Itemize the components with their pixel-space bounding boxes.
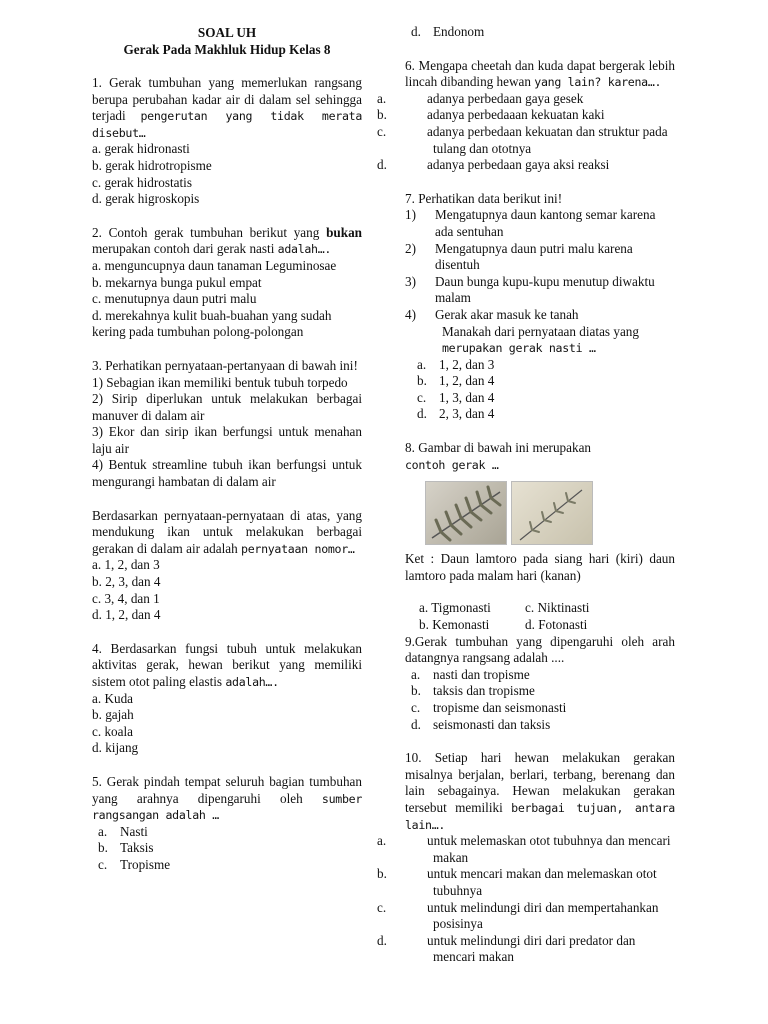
q7-option-c: c. 1, 3, dan 4 <box>417 389 495 405</box>
question-10-stem: 10. Setiap hari hewan melakukan gerakan misalnya berjalan, berlari, terbang, berenang dan lain sebagainya. Hewan melakukan gerakan tersebut memiliki berbagai tujuan, antara lain…. <box>405 750 675 832</box>
lamtoro-figure <box>425 481 675 545</box>
q1-option-d: d. gerak higroskopis <box>92 191 200 207</box>
q7-item-1: 1) Mengatupnya daun kantong semar karena ada sentuhan <box>405 207 656 239</box>
q2-option-d: d. merekahnya kulit buah-buahan yang sudah kering pada tumbuhan polong-polongan <box>92 307 332 340</box>
question-6-stem: 6. Mengapa cheetah dan kuda dapat bergerak lebih lincah dibanding hewan yang lain? karena…. <box>405 57 675 90</box>
question-4-stem: 4. Berdasarkan fungsi tubuh untuk melakukan aktivitas gerak, hewan berikut yang memiliki sistem otot paling elastis adalah…. <box>92 640 362 689</box>
exam-subtitle: Gerak Pada Makhluk Hidup Kelas 8 <box>123 42 331 57</box>
question-3 <box>92 358 362 624</box>
q7-item-4: 4) Gerak akar masuk ke tanah <box>405 306 579 322</box>
q5-option-b: b. Taksis <box>98 840 154 856</box>
q2-option-b: b. mekarnya bunga pukul empat <box>92 274 262 290</box>
q10-option-d: d. untuk melindungi diri dari predator dan mencari makan <box>377 932 636 965</box>
question-7 <box>405 191 675 423</box>
q1-option-c: c. gerak hidrostatis <box>92 174 192 190</box>
question-5 <box>92 774 362 874</box>
q2-option-a: a. menguncupnya daun tanaman Leguminosae <box>92 257 337 273</box>
q3-option-a: a. 1, 2, dan 3 <box>92 557 160 573</box>
question-2-stem: 2. Contoh gerak tumbuhan berikut yang bukan merupakan contoh dari gerak nasti adalah…. <box>92 224 362 257</box>
q4-option-d: d. kijang <box>92 740 139 756</box>
question-6 <box>377 57 675 174</box>
leaf-day-image <box>425 481 507 545</box>
exam-title: SOAL UH <box>197 25 257 40</box>
q9-option-a: a. nasti dan tropisme <box>411 666 530 682</box>
q3-question: Berdasarkan pernyataan-pernyataan di atas, yang mendukung ikan untuk melakukan berbagai gerakan di dalam air adalah pernyataan nomor… <box>92 507 362 556</box>
question-2 <box>92 225 362 341</box>
q6-option-c: c. adanya perbedaan kekuatan dan struktur pada tulang dan ototnya <box>377 123 668 156</box>
question-3-stem: 3. Perhatikan pernyataan-pertanyaan di bawah ini! <box>92 357 358 373</box>
q1-option-a: a. gerak hidronasti <box>92 141 190 157</box>
left-column <box>92 24 362 874</box>
q2-option-c: c. menutupnya daun putri malu <box>92 291 257 307</box>
q9-option-d: d. seismonasti dan taksis <box>411 716 551 732</box>
q4-option-c: c. koala <box>92 723 134 739</box>
q7-option-b: b. 1, 2, dan 4 <box>417 373 495 389</box>
q4-option-b: b. gajah <box>92 707 134 723</box>
q7-item-3: 3) Daun bunga kupu-kupu menutup diwaktu malam <box>405 273 655 306</box>
q3-statement-3: 3) Ekor dan sirip ikan berfungsi untuk menahan laju air <box>92 424 362 456</box>
q4-option-a: a. Kuda <box>92 690 134 706</box>
q3-option-b: b. 2, 3, dan 4 <box>92 574 161 590</box>
leaf-night-image <box>511 481 593 545</box>
question-1-stem: 1. Gerak tumbuhan yang memerlukan rangsang berupa perubahan kadar air di dalam sel sehingga terjadi pengerutan yang tidak merata disebut… <box>92 75 363 140</box>
question-9-stem: 9.Gerak tumbuhan yang dipengaruhi oleh arah datangnya rangsang adalah .... <box>405 633 675 666</box>
question-8-stem-a: 8. Gambar di bawah ini merupakan <box>405 440 592 456</box>
right-column <box>377 24 675 966</box>
q7-option-d: d. 2, 3, dan 4 <box>417 406 495 422</box>
q3-statement-2: 2) Sirip diperlukan untuk melakukan berbagai manuver di dalam air <box>92 391 362 423</box>
q5-option-d: d. Endonom <box>411 24 485 39</box>
q10-option-b: b. untuk mencari makan dan melemaskan otot tubuhnya <box>377 866 657 898</box>
question-10 <box>377 750 675 966</box>
question-8-stem-b: contoh gerak … <box>405 457 499 472</box>
q7-item-2: 2) Mengatupnya daun putri malu karena disentuh <box>405 240 633 273</box>
q10-option-c: c. untuk melindungi diri dan mempertahankan posisinya <box>377 899 659 932</box>
q3-statement-4: 4) Bentuk streamline tubuh ikan berfungsi untuk mengurangi hambatan di dalam air <box>92 457 362 490</box>
q6-option-a: a. adanya perbedaan gaya gesek <box>377 90 584 106</box>
question-7-stem: 7. Perhatikan data berikut ini! <box>405 190 563 206</box>
question-4 <box>92 641 362 757</box>
q3-option-c: c. 3, 4, dan 1 <box>92 590 160 606</box>
q8-options-row-1: a. Tigmonasti c. Niktinasti <box>419 600 590 616</box>
q10-option-a: a. untuk melemaskan otot tubuhnya dan mencari makan <box>377 833 671 865</box>
q9-option-c: c. tropisme dan seismonasti <box>411 700 567 715</box>
question-9 <box>405 634 675 734</box>
q8-options-row-2: b. Kemonasti d. Fotonasti <box>419 617 588 633</box>
q3-option-d: d. 1, 2, dan 4 <box>92 607 161 623</box>
q6-option-b: b. adanya perbedaaan kekuatan kaki <box>377 107 605 123</box>
q5-option-a: a. Nasti <box>98 823 148 839</box>
q7-question-a: Manakah dari pernyataan diatas yang <box>442 323 639 339</box>
q7-option-a: a. 1, 2, dan 3 <box>417 356 495 372</box>
q3-statement-1: 1) Sebagian ikan memiliki bentuk tubuh torpedo <box>92 374 348 390</box>
q9-option-b: b. taksis dan tropisme <box>411 683 535 699</box>
q8-caption: Ket : Daun lamtoro pada siang hari (kiri) daun lamtoro pada malam hari (kanan) <box>405 551 675 583</box>
question-8 <box>405 440 675 634</box>
question-1 <box>92 75 362 208</box>
q5-option-c: c. Tropisme <box>98 856 171 872</box>
q7-question-b: merupakan gerak nasti … <box>442 341 596 356</box>
q6-option-d: d. adanya perbedaan gaya aksi reaksi <box>377 157 610 173</box>
question-5-stem: 5. Gerak pindah tempat seluruh bagian tumbuhan yang arahnya dipengaruhi oleh sumber rangsangan adalah … <box>92 773 363 823</box>
q1-option-b: b. gerak hidrotropisme <box>92 157 212 173</box>
